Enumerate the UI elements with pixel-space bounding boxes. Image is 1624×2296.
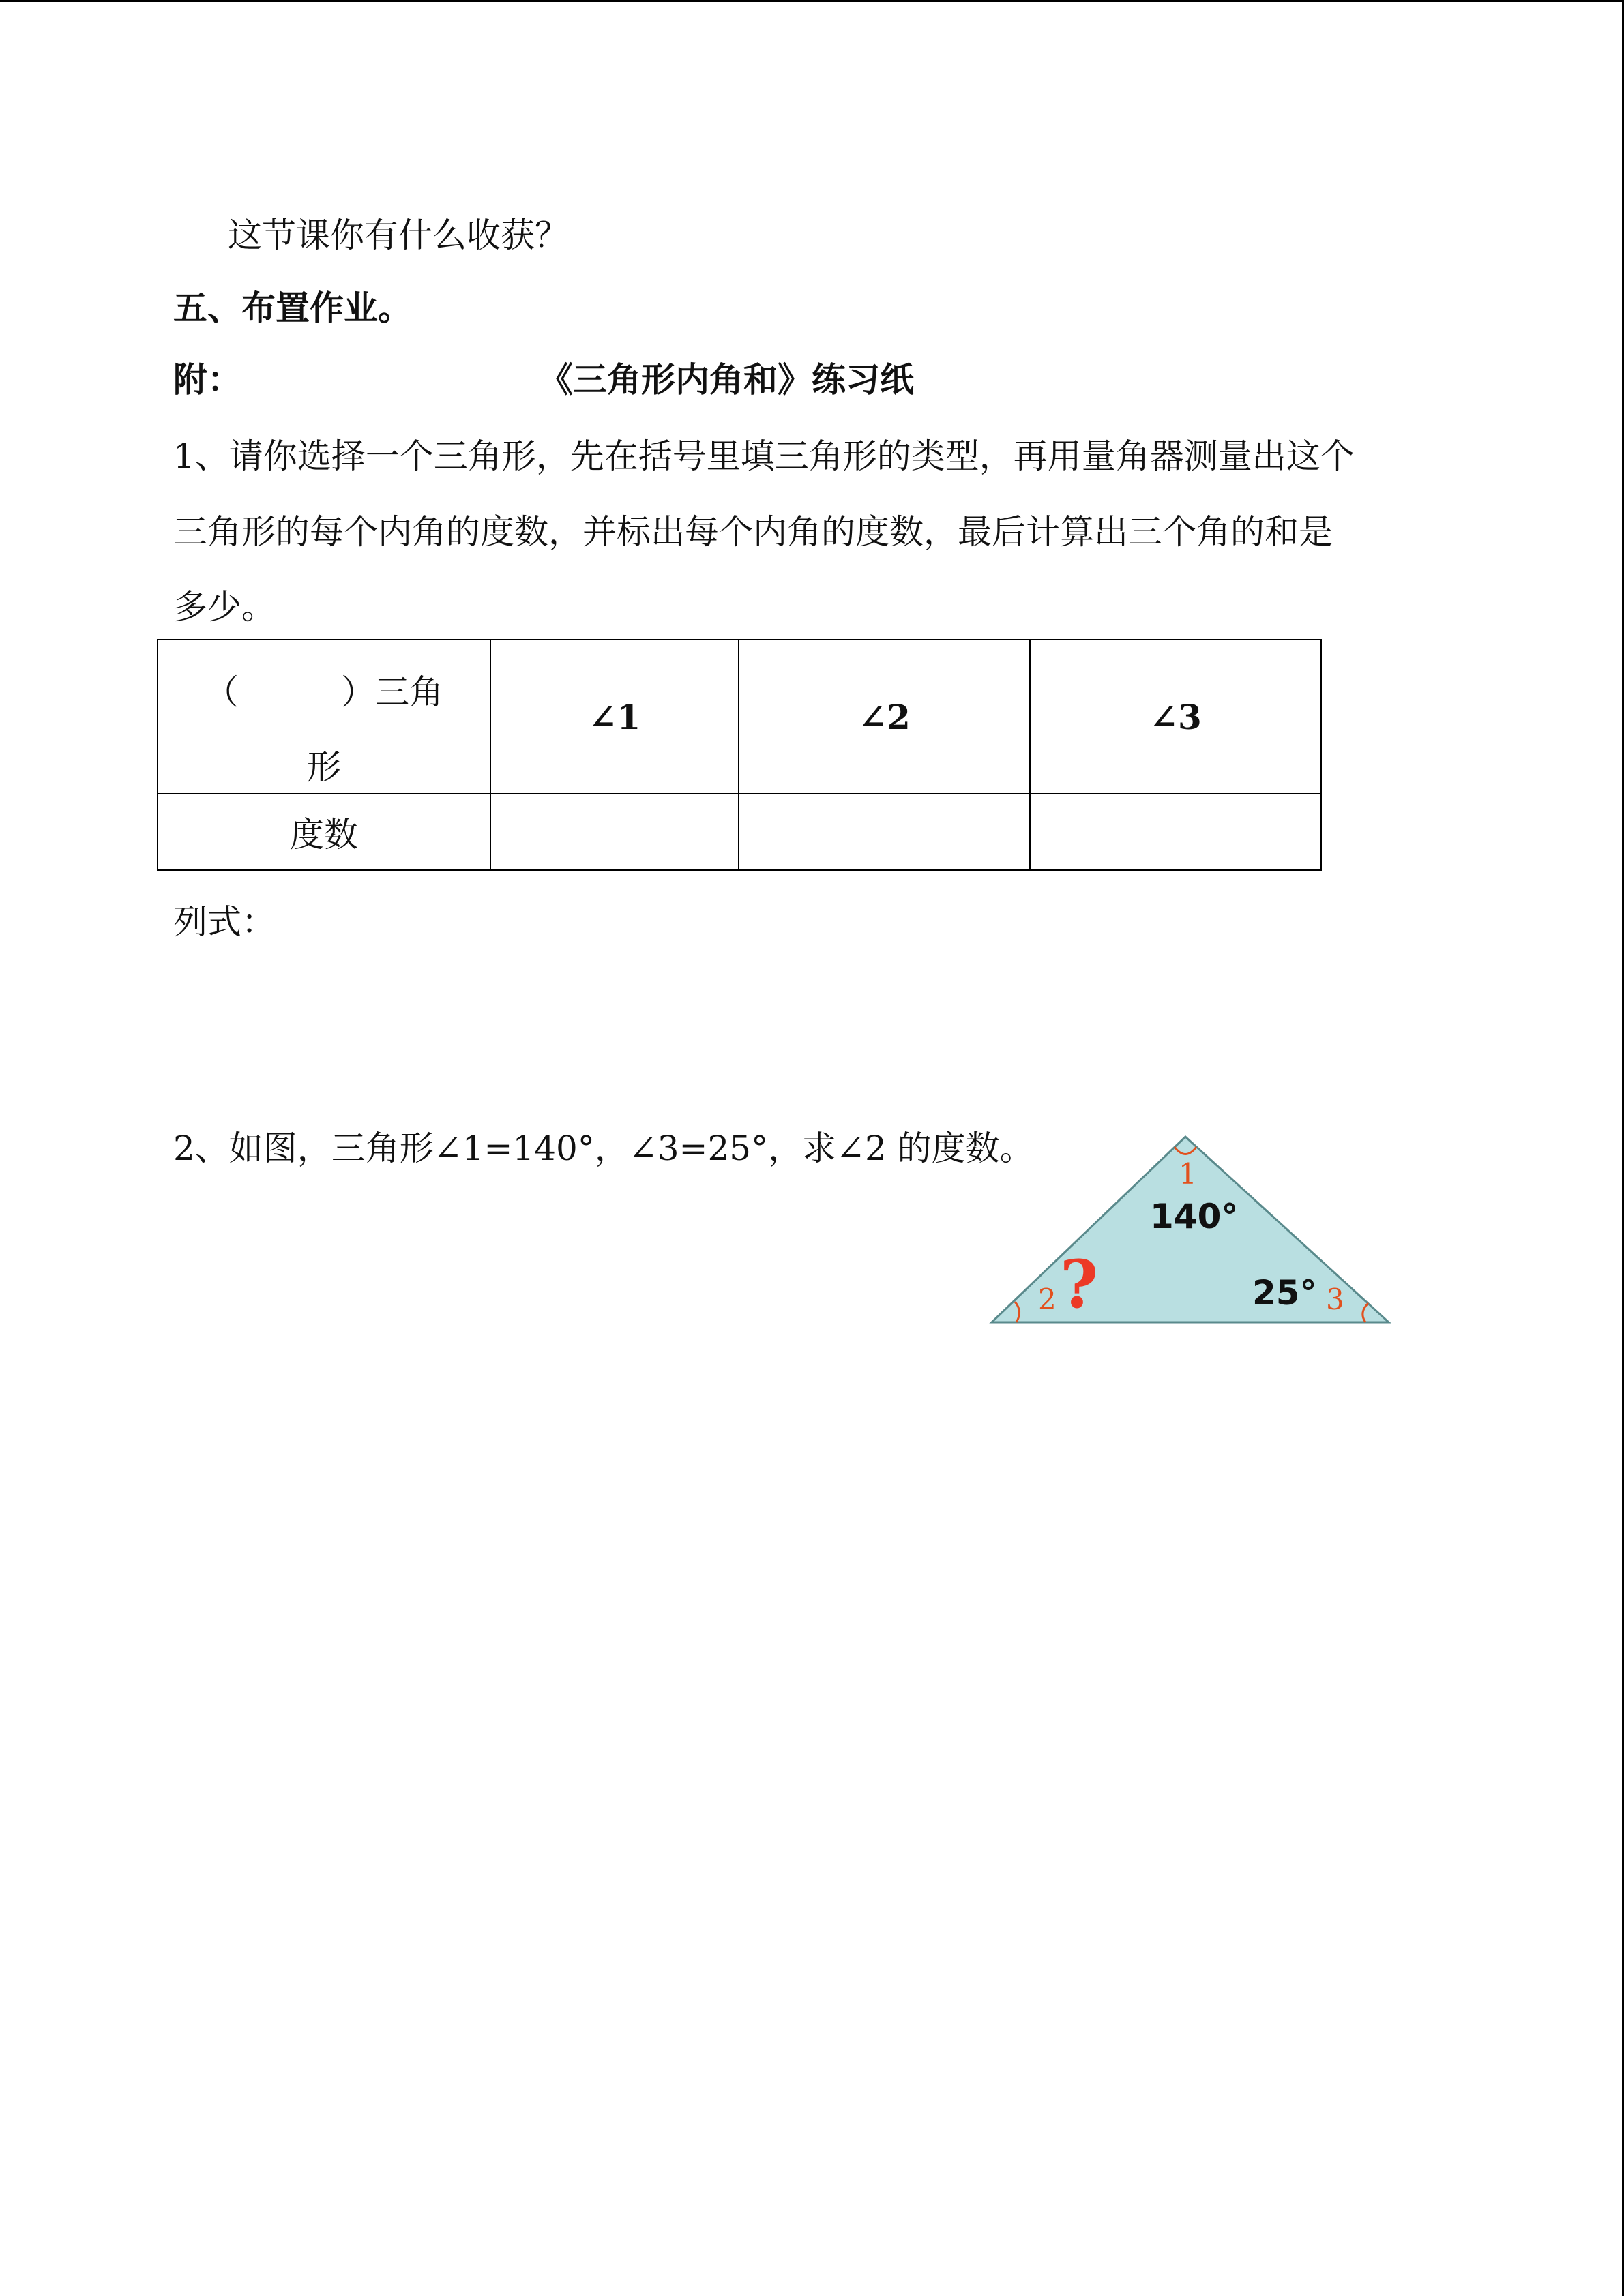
worksheet-title: 《三角形内角和》练习纸 (539, 360, 914, 400)
section-heading-homework: 五、布置作业。 (173, 288, 412, 328)
angle-1-header: ∠1 (490, 640, 739, 794)
angle-3-header: ∠3 (1030, 640, 1321, 794)
triangle-type-paren-open: （ (205, 672, 239, 712)
appendix-label: 附： (173, 360, 241, 400)
triangle-type-paren-close: ）三角 (341, 672, 443, 712)
angle-3-value: 25° (1252, 1273, 1317, 1313)
angle-2-header: ∠2 (739, 640, 1030, 794)
unknown-angle-question-mark: ? (1060, 1246, 1099, 1323)
table-header-row (158, 640, 1321, 794)
reflection-question: 这节课你有什么收获？ (228, 215, 569, 255)
question-1-line-3: 多少。 (173, 587, 276, 627)
formula-label: 列式： (173, 902, 276, 942)
angle-1-degree-cell[interactable] (490, 794, 739, 870)
triangle-type-cell[interactable] (158, 640, 490, 794)
angle-3-degree-cell[interactable] (1030, 794, 1321, 870)
angle-1-value: 140° (1150, 1197, 1239, 1236)
question-2-text: 2、如图，三角形∠1=140°，∠3=25°，求∠2 的度数。 (173, 1129, 1034, 1168)
question-1-line-1: 1、请你选择一个三角形，先在括号里填三角形的类型，再用量角器测量出这个 (173, 436, 1355, 476)
triangle-figure (989, 1129, 1391, 1328)
triangle-type-line-2: 形 (307, 747, 341, 787)
degrees-row-label: 度数 (158, 794, 490, 870)
question-1-line-2: 三角形的每个内角的度数，并标出每个内角的度数，最后计算出三个角的和是 (173, 512, 1333, 552)
angle-2-label: 2 (1038, 1283, 1057, 1316)
angle-measurement-table (157, 639, 1322, 871)
angle-3-label: 3 (1326, 1283, 1344, 1316)
angle-2-degree-cell[interactable] (739, 794, 1030, 870)
table-row-degrees (158, 794, 1321, 870)
page-top-border (0, 0, 1624, 2)
angle-1-label: 1 (1179, 1157, 1197, 1191)
